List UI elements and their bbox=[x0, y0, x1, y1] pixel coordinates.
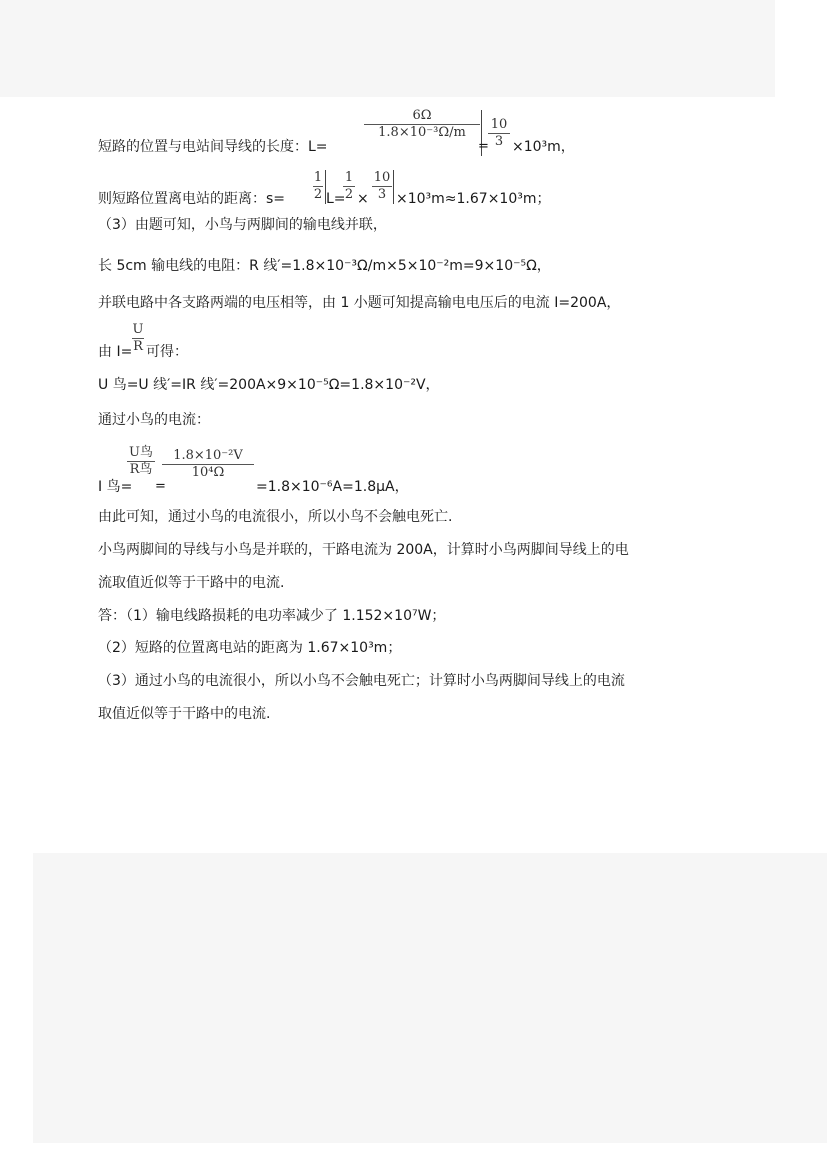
fraction-u-over-r bbox=[132, 322, 144, 355]
fraction-denominator: 3 bbox=[494, 134, 504, 149]
fraction-denominator: R鸟 bbox=[129, 462, 153, 477]
fraction-6ohm-over-resistivity bbox=[364, 108, 480, 141]
line-1-prefix: 短路的位置与电站间导线的长度：L= bbox=[98, 139, 328, 155]
fraction-numerator: 1 bbox=[344, 170, 354, 185]
line-4-text: 长 5cm 输电线的电阻：R 线′=1.8×10⁻³Ω/m×5×10⁻²m=9×10⁻⁵Ω， bbox=[98, 258, 551, 274]
line-15-text: （3）通过小鸟的电流很小，所以小鸟不会触电死亡；计算时小鸟两脚间导线上的电流 bbox=[98, 673, 625, 689]
fraction-denominator: 1.8×10⁻³Ω/m bbox=[378, 125, 466, 140]
line-2-times: × bbox=[357, 191, 369, 207]
line-8-text: 通过小鸟的电流： bbox=[98, 412, 210, 428]
line-16-text: 取值近似等于干路中的电流. bbox=[98, 706, 271, 722]
line-2-tail: ×10³m≈1.67×10³m； bbox=[396, 191, 551, 207]
line-6-prefix: 由 I= bbox=[98, 344, 133, 360]
line-10-text: 由此可知，通过小鸟的电流很小，所以小鸟不会触电死亡. bbox=[98, 509, 453, 525]
line-13-text: 答：（1）输电线路损耗的电功率减少了 1.152×10⁷W； bbox=[98, 608, 446, 624]
fraction-numerator: U鸟 bbox=[127, 445, 155, 462]
line-7-text: U 鸟=U 线′=IR 线′=200A×9×10⁻⁵Ω=1.8×10⁻²V， bbox=[98, 377, 440, 393]
fraction-denominator: 2 bbox=[313, 187, 323, 202]
fraction-10-over-3-second bbox=[372, 170, 392, 203]
line-9-equals: = bbox=[155, 479, 166, 494]
line-2-mid: L= bbox=[326, 191, 346, 207]
line-11-text: 小鸟两脚间的导线与小鸟是并联的，干路电流为 200A，计算时小鸟两脚间导线上的电 bbox=[98, 542, 629, 558]
top-gray-band bbox=[0, 0, 775, 97]
fraction-numerator: 10 bbox=[373, 170, 391, 185]
line-6-tail: 可得： bbox=[146, 344, 188, 360]
fraction-u-bird-over-r-bird bbox=[127, 445, 155, 478]
fraction-numerator: 10 bbox=[488, 117, 510, 134]
fraction-numerator: 6Ω bbox=[364, 108, 480, 125]
line-1-tail: ×10³m， bbox=[512, 139, 575, 155]
fraction-1-over-2 bbox=[313, 170, 323, 203]
fraction-voltage-over-resistance bbox=[162, 448, 254, 481]
bottom-gray-band bbox=[33, 853, 827, 1143]
fraction-numerator: U bbox=[132, 322, 144, 337]
fraction-denominator: R bbox=[133, 339, 143, 354]
fraction-numerator: 1 bbox=[313, 170, 323, 185]
line-9-tail: =1.8×10⁻⁶A=1.8μA， bbox=[256, 479, 409, 495]
fraction-10-over-3 bbox=[488, 117, 510, 150]
fraction-denominator: 3 bbox=[377, 187, 387, 202]
fraction-1-over-2-second bbox=[343, 170, 355, 203]
fraction-numerator: 1.8×10⁻²V bbox=[162, 448, 254, 465]
line-9-prefix: I 鸟= bbox=[98, 479, 133, 495]
line-5-text: 并联电路中各支路两端的电压相等，由 1 小题可知提高输电电压后的电流 I=200A， bbox=[98, 295, 621, 311]
line-3-text: （3）由题可知，小鸟与两脚间的输电线并联， bbox=[98, 217, 387, 233]
line-12-text: 流取值近似等于干路中的电流. bbox=[98, 575, 285, 591]
fraction-denominator: 10⁴Ω bbox=[191, 465, 225, 480]
line-14-text: （2）短路的位置离电站的距离为 1.67×10³m； bbox=[98, 640, 402, 656]
fraction-denominator: 2 bbox=[344, 187, 354, 202]
line-2-prefix: 则短路位置离电站的距离：s= bbox=[98, 191, 286, 207]
fraction-bar bbox=[393, 170, 394, 204]
line-1-equals: = bbox=[478, 139, 489, 154]
